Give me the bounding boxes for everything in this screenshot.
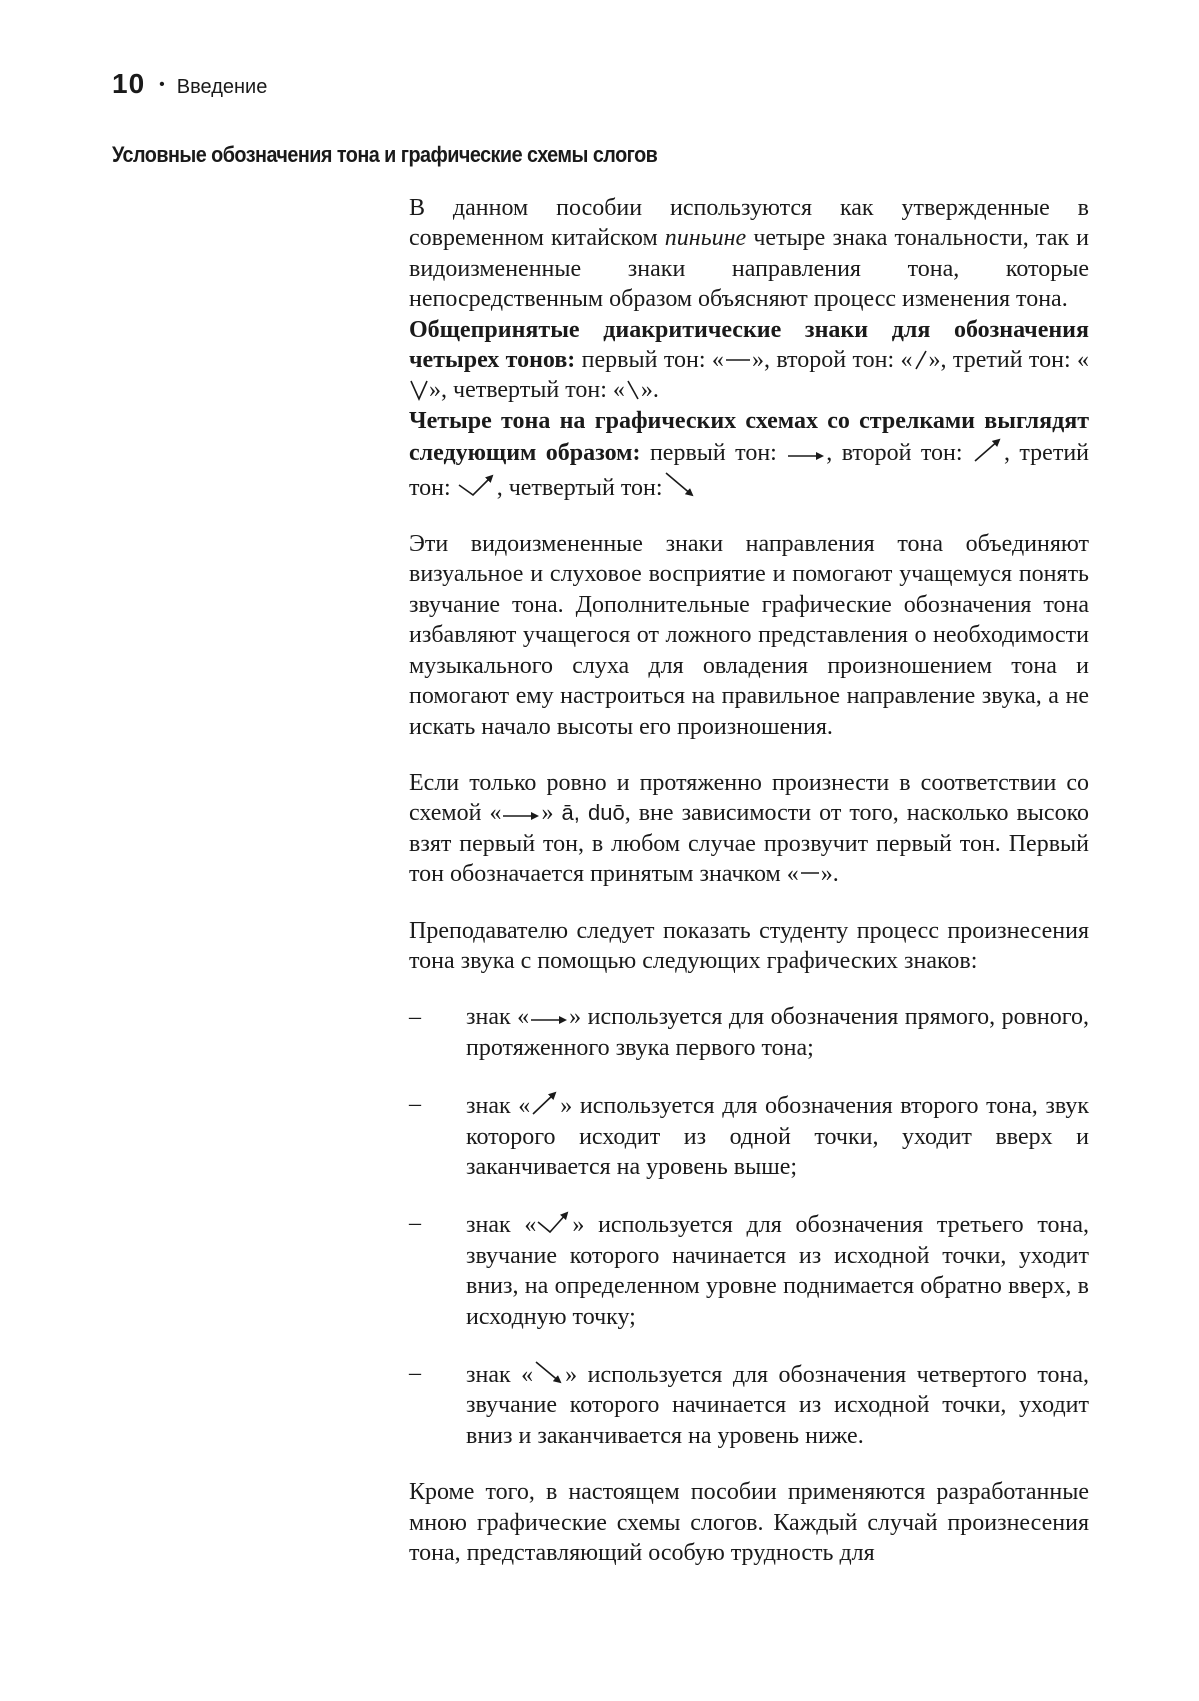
list-dash: – xyxy=(409,1360,421,1386)
diacritics-lead: Общепринятые диакритические знаки для обозначения четырех тонов: xyxy=(409,316,1089,374)
tone1-arrow-icon xyxy=(501,804,541,824)
section-heading: Условные обозначения тона и графические схемы слогов xyxy=(112,142,658,167)
tone4-arrow-icon xyxy=(533,1358,565,1386)
tone3-arrow-icon xyxy=(536,1208,572,1236)
paragraph-first-tone: Если только ровно и протяженно произнести в соответствии со схемой « » ā, duō, вне зависимости от того, насколько высоко взят первый тон, в любом случае прозвучит первый тон. Первый тон обозначается принятым значком « ». xyxy=(409,769,1090,888)
paragraph-arrow-tones: Четыре тона на графических схемах со стрелками выглядят следующим образом: первый тон: , второй тон: , третий тон: , четвертый тон: xyxy=(409,407,1090,501)
list-item: – знак « » используется для обозначения прямого, ровного, протяженного звука первого тона; xyxy=(409,1004,1089,1061)
list-dash: – xyxy=(409,1091,421,1118)
tone-sign-list xyxy=(409,1002,1089,1451)
running-head xyxy=(112,68,267,100)
running-head-section: Введение xyxy=(176,76,268,98)
tone3-arrow-icon xyxy=(457,471,497,499)
list-item: – знак « » используется для обозначения третьего тона, звучание которого начинается из исходной точки, уходит вниз, на определенном уровне поднимается обратно вверх, в исходную точку; xyxy=(409,1210,1089,1330)
paragraph-intro: В данном пособии используются как утвержденные в современном китайском пиньине четыре знака тональности, так и видоизмененные знаки направления тона, которые непосредственным образом объясняют процесс изменения тона. xyxy=(409,195,1090,313)
list-item: – знак « » используется для обозначения второго тона, звук которого исходит из одной точки, уходит вверх и заканчивается на уровень выше; xyxy=(409,1091,1089,1180)
tone2-acute-icon xyxy=(913,349,929,371)
tone2-arrow-icon xyxy=(530,1089,560,1117)
tone1-macron-icon xyxy=(724,351,752,371)
tone2-arrow-icon xyxy=(972,436,1004,464)
arrow-tones-lead: Четыре тона на графических схемах со стрелками выглядят следующим образом: xyxy=(409,407,1089,467)
list-item: – знак « » используется для обозначения четвертого тона, звучание которого начинается из исходной точки, уходит вниз и заканчивается на уровень ниже. xyxy=(409,1360,1089,1449)
paragraph-perception: Эти видоизмененные знаки направления тона объединяют визуальное и слуховое восприятие и помогают учащемуся понять звучание тона. Дополнительные графические обозначения тона избавляют учащегося от ложного представления о необходимости музыкального слуха для овладения произношением тона и помогают ему настроиться на правильное направление звука, а не искать начало высоты его произношения. xyxy=(409,531,1089,740)
tone3-caron-icon xyxy=(409,379,429,401)
pinyin-term: пиньине xyxy=(664,225,747,252)
pinyin-example: ā, duō xyxy=(561,800,625,826)
tone1-macron-icon xyxy=(799,865,821,885)
tone4-arrow-icon xyxy=(663,469,697,499)
running-head-bullet: • xyxy=(159,76,165,93)
list-dash: – xyxy=(409,1210,421,1237)
tone4-grave-icon xyxy=(625,379,641,401)
list-dash: – xyxy=(409,1004,421,1031)
paragraph-teacher: Преподавателю следует показать студенту процесс произнесения тона звука с помощью следующих графических знаков: xyxy=(409,917,1089,974)
tone1-arrow-icon xyxy=(786,444,826,464)
page-number: 10 xyxy=(112,68,146,99)
tone1-arrow-icon xyxy=(529,1008,569,1028)
body-column xyxy=(409,193,1089,1568)
paragraph-syllable-schemes: Кроме того, в настоящем пособии применяются разработанные мною графические схемы слогов. Каждый случай произнесения тона, представляющий особую трудность для xyxy=(409,1479,1089,1567)
paragraph-diacritics: Общепринятые диакритические знаки для обозначения четырех тонов: первый тон: « », второй тон: « », третий тон: «», четвертый тон: « ». xyxy=(409,316,1090,404)
